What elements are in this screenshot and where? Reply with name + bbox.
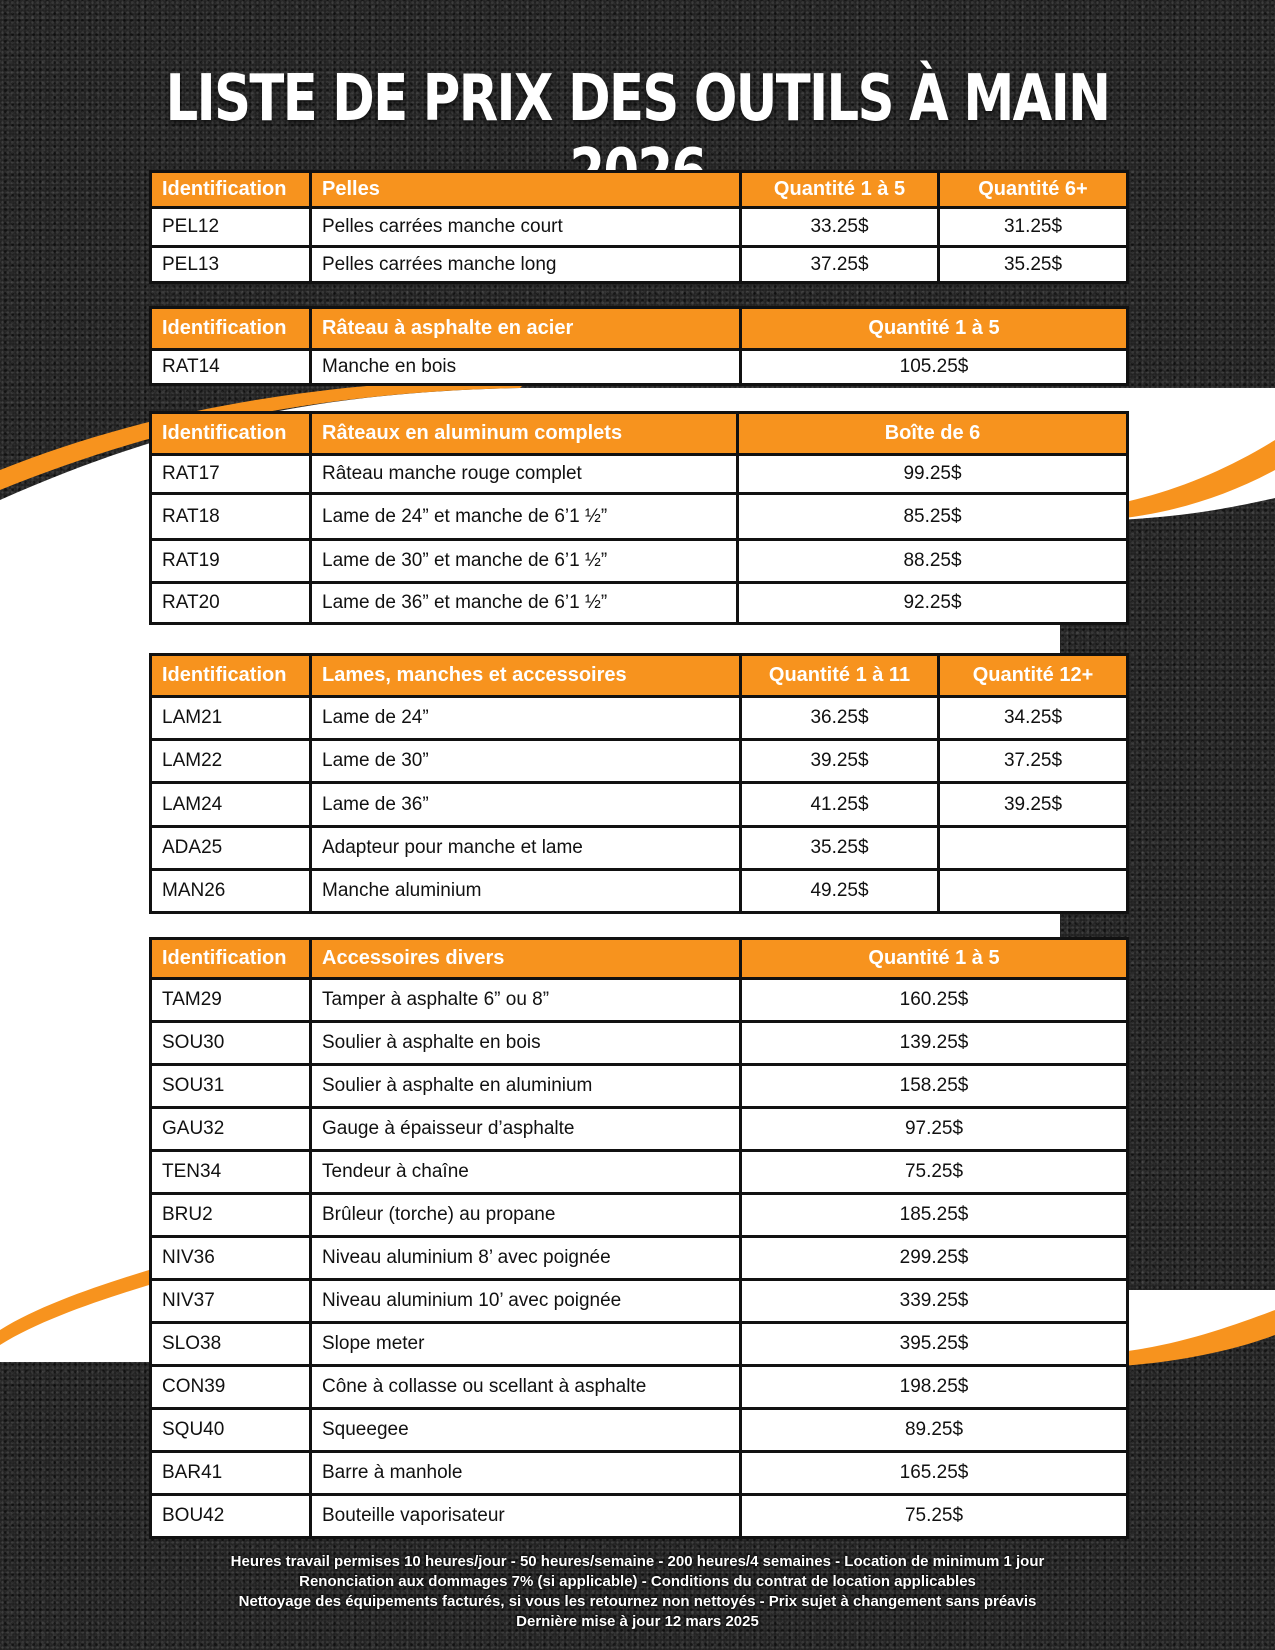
item-code: BOU42 <box>151 1495 311 1538</box>
table-row <box>151 1452 1128 1495</box>
header-quantity-1: Quantité 1 à 11 <box>741 655 939 697</box>
item-price: 49.25$ <box>741 870 939 913</box>
table-row <box>151 350 1128 385</box>
item-description: Râteau manche rouge complet <box>311 455 738 494</box>
item-price: 35.25$ <box>939 247 1128 283</box>
item-code: RAT20 <box>151 583 311 624</box>
table-row <box>151 455 1128 494</box>
table-header-row <box>151 655 1128 697</box>
header-identification: Identification <box>151 172 311 208</box>
item-code: TAM29 <box>151 979 311 1022</box>
price-table-pelles <box>149 170 1129 284</box>
item-description: Lame de 30” <box>311 740 741 783</box>
header-quantity-1: Quantité 1 à 5 <box>741 308 1128 350</box>
item-price: 92.25$ <box>738 583 1128 624</box>
item-price <box>939 827 1128 870</box>
item-code: RAT17 <box>151 455 311 494</box>
footer-line-damage: Renonciation aux dommages 7% (si applicable) - Conditions du contrat de location applicables <box>299 1573 976 1590</box>
table-row <box>151 1366 1128 1409</box>
item-code: NIV37 <box>151 1280 311 1323</box>
item-price: 36.25$ <box>741 697 939 740</box>
item-code: SOU30 <box>151 1022 311 1065</box>
item-code: GAU32 <box>151 1108 311 1151</box>
table-row <box>151 247 1128 283</box>
item-description: Gauge à épaisseur d’asphalte <box>311 1108 741 1151</box>
item-description: Pelles carrées manche court <box>311 208 741 247</box>
footer-line-hours: Heures travail permises 10 heures/jour - 50 heures/semaine - 200 heures/4 semaines - Location de minimum 1 jour <box>230 1553 1045 1570</box>
item-code: NIV36 <box>151 1237 311 1280</box>
item-description: Niveau aluminium 10’ avec poignée <box>311 1280 741 1323</box>
header-quantity-2: Quantité 12+ <box>939 655 1128 697</box>
table-header-row <box>151 308 1128 350</box>
table-row <box>151 1194 1128 1237</box>
item-price: 75.25$ <box>741 1151 1128 1194</box>
item-price: 395.25$ <box>741 1323 1128 1366</box>
footer-line-cleaning: Nettoyage des équipements facturés, si vous les retournez non nettoyés - Prix sujet à changement sans préavis <box>238 1593 1037 1610</box>
item-price: 88.25$ <box>738 540 1128 583</box>
header-identification: Identification <box>151 655 311 697</box>
table-header-row <box>151 939 1128 979</box>
header-category: Râteaux en aluminum complets <box>311 413 738 455</box>
item-price: 31.25$ <box>939 208 1128 247</box>
item-description: Manche en bois <box>311 350 741 385</box>
table-row <box>151 1495 1128 1538</box>
item-description: Soulier à asphalte en bois <box>311 1022 741 1065</box>
table-header-row <box>151 172 1128 208</box>
table-row <box>151 1151 1128 1194</box>
table-row <box>151 583 1128 624</box>
item-price: 75.25$ <box>741 1495 1128 1538</box>
item-description: Manche aluminium <box>311 870 741 913</box>
item-code: RAT18 <box>151 494 311 540</box>
item-description: Lame de 36” <box>311 783 741 827</box>
item-price: 339.25$ <box>741 1280 1128 1323</box>
table-row <box>151 494 1128 540</box>
item-price: 37.25$ <box>939 740 1128 783</box>
header-identification: Identification <box>151 939 311 979</box>
price-table-accessoires-divers <box>149 937 1129 1539</box>
item-description: Bouteille vaporisateur <box>311 1495 741 1538</box>
item-price: 34.25$ <box>939 697 1128 740</box>
item-price: 185.25$ <box>741 1194 1128 1237</box>
table-row <box>151 740 1128 783</box>
item-description: Slope meter <box>311 1323 741 1366</box>
item-code: MAN26 <box>151 870 311 913</box>
item-code: LAM24 <box>151 783 311 827</box>
item-price: 99.25$ <box>738 455 1128 494</box>
item-code: LAM21 <box>151 697 311 740</box>
item-code: SQU40 <box>151 1409 311 1452</box>
header-category: Pelles <box>311 172 741 208</box>
item-code: ADA25 <box>151 827 311 870</box>
header-identification: Identification <box>151 413 311 455</box>
table-row <box>151 827 1128 870</box>
item-price: 97.25$ <box>741 1108 1128 1151</box>
item-price <box>939 870 1128 913</box>
item-price: 160.25$ <box>741 979 1128 1022</box>
item-description: Lame de 24” et manche de 6’1 ½” <box>311 494 738 540</box>
item-price: 89.25$ <box>741 1409 1128 1452</box>
item-description: Squeegee <box>311 1409 741 1452</box>
price-table-rateaux-aluminum <box>149 411 1129 625</box>
item-description: Cône à collasse ou scellant à asphalte <box>311 1366 741 1409</box>
header-quantity-1: Quantité 1 à 5 <box>741 172 939 208</box>
header-quantity-2: Quantité 6+ <box>939 172 1128 208</box>
table-row <box>151 1409 1128 1452</box>
item-description: Lame de 36” et manche de 6’1 ½” <box>311 583 738 624</box>
item-description: Niveau aluminium 8’ avec poignée <box>311 1237 741 1280</box>
item-code: RAT19 <box>151 540 311 583</box>
item-description: Soulier à asphalte en aluminium <box>311 1065 741 1108</box>
item-code: BRU2 <box>151 1194 311 1237</box>
item-price: 33.25$ <box>741 208 939 247</box>
header-identification: Identification <box>151 308 311 350</box>
table-row <box>151 208 1128 247</box>
header-quantity-1: Boîte de 6 <box>738 413 1128 455</box>
table-row <box>151 783 1128 827</box>
price-table-rateau-acier <box>149 306 1129 386</box>
item-code: PEL13 <box>151 247 311 283</box>
item-price: 165.25$ <box>741 1452 1128 1495</box>
table-row <box>151 1323 1128 1366</box>
table-row <box>151 1022 1128 1065</box>
table-row <box>151 979 1128 1022</box>
item-description: Barre à manhole <box>311 1452 741 1495</box>
item-code: BAR41 <box>151 1452 311 1495</box>
item-price: 299.25$ <box>741 1237 1128 1280</box>
item-description: Brûleur (torche) au propane <box>311 1194 741 1237</box>
item-price: 39.25$ <box>939 783 1128 827</box>
item-description: Lame de 30” et manche de 6’1 ½” <box>311 540 738 583</box>
item-code: PEL12 <box>151 208 311 247</box>
table-row <box>151 1065 1128 1108</box>
item-price: 139.25$ <box>741 1022 1128 1065</box>
item-price: 35.25$ <box>741 827 939 870</box>
item-price: 198.25$ <box>741 1366 1128 1409</box>
footer-notes <box>0 1552 1275 1632</box>
page-title: LISTE DE PRIX DES OUTILS À MAIN <box>165 62 1110 136</box>
item-code: CON39 <box>151 1366 311 1409</box>
item-description: Tamper à asphalte 6” ou 8” <box>311 979 741 1022</box>
header-quantity-1: Quantité 1 à 5 <box>741 939 1128 979</box>
table-row <box>151 870 1128 913</box>
price-table-lames-manches <box>149 653 1129 914</box>
item-price: 158.25$ <box>741 1065 1128 1108</box>
item-description: Adapteur pour manche et lame <box>311 827 741 870</box>
item-description: Pelles carrées manche long <box>311 247 741 283</box>
item-code: LAM22 <box>151 740 311 783</box>
item-code: SLO38 <box>151 1323 311 1366</box>
item-code: SOU31 <box>151 1065 311 1108</box>
header-category: Accessoires divers <box>311 939 741 979</box>
item-description: Tendeur à chaîne <box>311 1151 741 1194</box>
footer-line-updated: Dernière mise à jour 12 mars 2025 <box>516 1613 759 1630</box>
item-code: RAT14 <box>151 350 311 385</box>
table-row <box>151 540 1128 583</box>
table-row <box>151 1108 1128 1151</box>
item-code: TEN34 <box>151 1151 311 1194</box>
item-price: 105.25$ <box>741 350 1128 385</box>
item-price: 37.25$ <box>741 247 939 283</box>
table-row <box>151 1280 1128 1323</box>
item-price: 41.25$ <box>741 783 939 827</box>
item-description: Lame de 24” <box>311 697 741 740</box>
item-price: 85.25$ <box>738 494 1128 540</box>
table-header-row <box>151 413 1128 455</box>
header-category: Râteau à asphalte en acier <box>311 308 741 350</box>
item-price: 39.25$ <box>741 740 939 783</box>
table-row <box>151 1237 1128 1280</box>
table-row <box>151 697 1128 740</box>
header-category: Lames, manches et accessoires <box>311 655 741 697</box>
